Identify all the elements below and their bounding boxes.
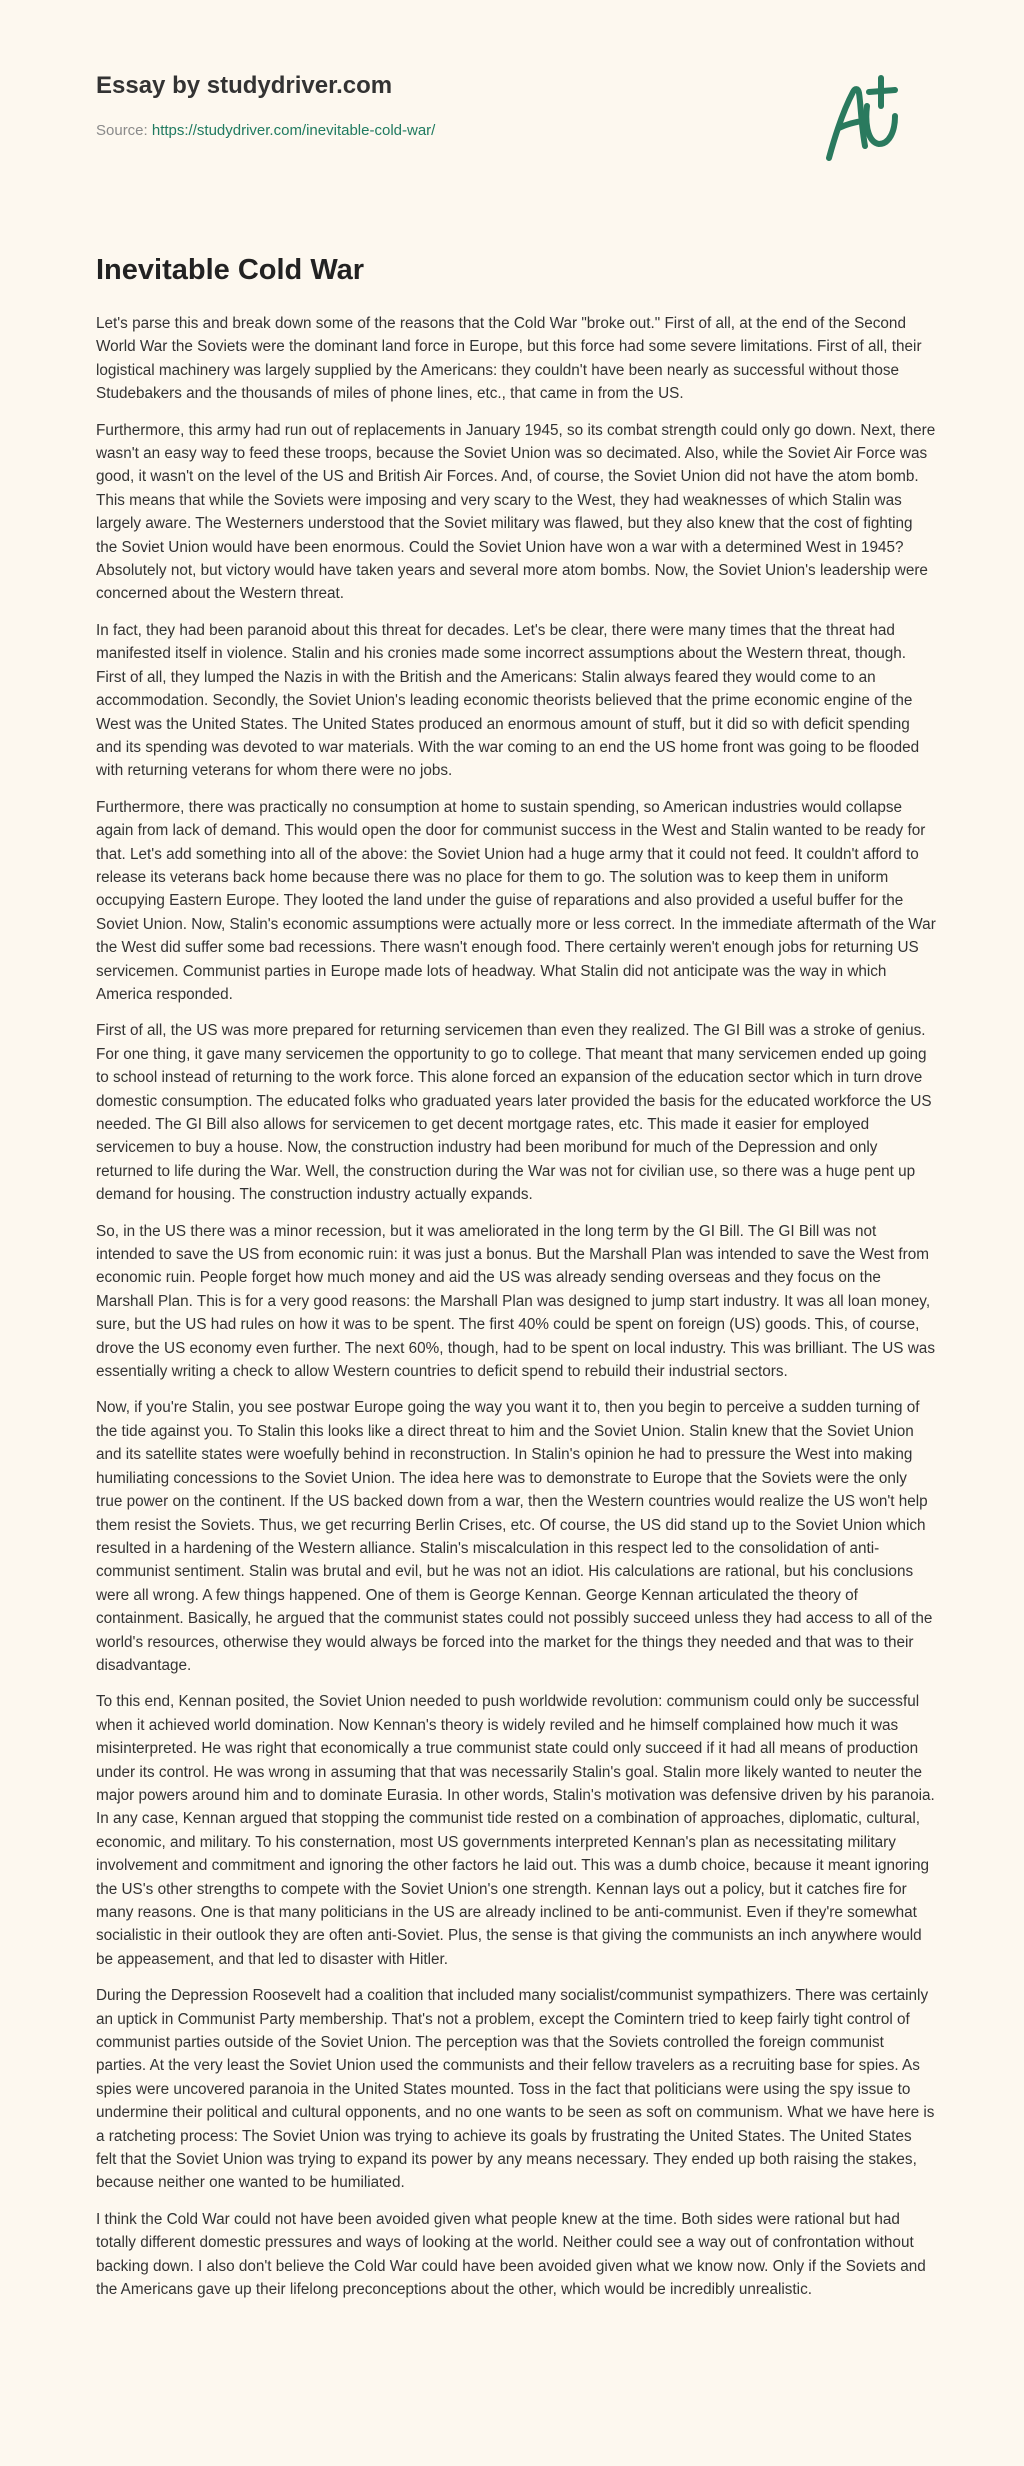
- source-line: [96, 122, 435, 139]
- essay-paragraph: To this end, Kennan posited, the Soviet Union needed to push worldwide revolution: communism could only be successful when it achieved world domination. Now Kennan's theory is widely reviled and he himself complained how much it was misinterpreted. He was right that economically a true communist state could only succeed if it had all means of production under its control. He was wrong in assuming that that was necessarily Stalin's goal. Stalin more likely wanted to neuter the major powers around him and to dominate Eurasia. In other words, Stalin's motivation was defensive driven by his paranoia. In any case, Kennan argued that stopping the communist tide rested on a combination of approaches, diplomatic, cultural, economic, and military. To his consternation, most US governments interpreted Kennan's plan as necessitating military involvement and commitment and ignoring the other factors he laid out. This was a dumb choice, because it meant ignoring the US's other strengths to compete with the Soviet Union's one strength. Kennan lays out a policy, but it catches fire for many reasons. One is that many politicians in the US are already inclined to be anti-communist. Even if they're somewhat socialistic in their outlook they are often anti-Soviet. Plus, the sense is that giving the communists an inch anywhere would be appeasement, and that led to disaster with Hitler.: [96, 1693, 935, 1968]
- essay-paragraph: In fact, they had been paranoid about this threat for decades. Let's be clear, there were many times that the threat had manifested itself in violence. Stalin and his cronies made some incorrect assumptions about the Western threat, though. First of all, they lumped the Nazis in with the British and the Americans: Stalin always feared they would come to an accommodation. Secondly, the Soviet Union's leading economic theorists believed that the prime economic engine of the West was the United States. The United States produced an enormous amount of stuff, but it did so with deficit spending and its spending was devoted to war materials. With the war coming to an end the US home front was going to be flooded with returning veterans for whom there were no jobs.: [96, 621, 920, 780]
- essay-paragraph: So, in the US there was a minor recession, but it was ameliorated in the long term by the GI Bill. The GI Bill was not intended to save the US from economic ruin: it was just a bonus. But the Marshall Plan was intended to save the West from economic ruin. People forget how much money and aid the US was already sending overseas and they focus on the Marshall Plan. This is for a very good reasons: the Marshall Plan was designed to jump start industry. It was all loan money, sure, but the US had rules on how it was to be spent. The first 40% could be spent on foreign (US) goods. This, of course, drove the US economy even further. The next 60%, though, had to be spent on local industry. This was brilliant. The US was essentially writing a check to allow Western countries to deficit spend to rebuild their industrial sectors.: [96, 1222, 935, 1381]
- essay-paragraph: I think the Cold War could not have been avoided given what people knew at the time. Both sides were rational but had totally different domestic pressures and ways of looking at the world. Neither could see a way out of confrontation without backing down. I also don't believe the Cold War could have been avoided given what we know now. Only if the Soviets and the Americans gave up their lifelong preconceptions about the other, which would be incredibly unrealistic.: [96, 2210, 926, 2299]
- source-link[interactable]: https://studydriver.com/inevitable-cold-war/: [151, 122, 436, 139]
- source-label: Source:: [96, 122, 152, 139]
- a-plus-logo-icon: [821, 66, 901, 166]
- essay-paragraph: During the Depression Roosevelt had a coalition that included many socialist/communist sympathizers. There was certainly an uptick in Communist Party membership. That's not a problem, except the Comintern tried to keep fairly tight control of communist parties outside of the Soviet Union. The perception was that the Soviets controlled the foreign communist parties. At the very least the Soviet Union used the communists and their fellow travelers as a recruiting base for spies. As spies were uncovered paranoia in the United States mounted. Toss in the fact that politicians were using the spy issue to undermine their political and cultural opponents, and no one wants to be seen as soft on communism. What we have here is a ratcheting process: The Soviet Union was trying to achieve its goals by frustrating the United States. The United States felt that the Soviet Union was trying to expand its power by any means necessary. They ended up both raising the stakes, because neither one wanted to be humiliated.: [96, 1987, 935, 2192]
- essay-body: [96, 312, 936, 2315]
- essay-paragraph: Let's parse this and break down some of the reasons that the Cold War "broke out." First of all, at the end of the Second World War the Soviets were the dominant land force in Europe, but this force had some severe limitations. First of all, their logistical machinery was largely supplied by the Americans: they couldn't have been nearly as successful without those Studebakers and the thousands of miles of phone lines, etc., that came in from the US.: [96, 315, 922, 403]
- essay-paragraph: Furthermore, this army had run out of replacements in January 1945, so its combat strength could only go down. Next, there wasn't an easy way to feed these troops, because the Soviet Union was so decimated. Also, while the Soviet Air Force was good, it wasn't on the level of the US and British Air Forces. And, of course, the Soviet Union did not have the atom bomb. This means that while the Soviets were imposing and very scary to the West, they had weaknesses of which Stalin was largely aware. The Westerners understood that the Soviet military was flawed, but they also knew that the cost of fighting the Soviet Union would have been enormous. Could the Soviet Union have won a war with a determined West in 1945? Absolutely not, but victory would have taken years and several more atom bombs. Now, the Soviet Union's leadership were concerned about the Western threat.: [96, 421, 936, 603]
- essay-paragraph: Furthermore, there was practically no consumption at home to sustain spending, so American industries would collapse again from lack of demand. This would open the door for communist success in the West and Stalin wanted to be ready for that. Let's add something into all of the above: the Soviet Union had a huge army that it could not feed. It couldn't afford to release its veterans back home because there was no place for them to go. The solution was to keep them in uniform occupying Eastern Europe. They looted the land under the guise of reparations and also provided a useful buffer for the Soviet Union. Now, Stalin's economic assumptions were actually more or less correct. In the immediate aftermath of the War the West did suffer some bad recessions. There wasn't enough food. There certainly weren't enough jobs for returning US servicemen. Communist parties in Europe made lots of headway. What Stalin did not anticipate was the way in which America responded.: [96, 798, 936, 1003]
- essay-title: Inevitable Cold War: [96, 254, 365, 286]
- essay-paragraph: Now, if you're Stalin, you see postwar Europe going the way you want it to, then you begin to perceive a sudden turning of the tide against you. To Stalin this looks like a direct threat to him and the Soviet Union. Stalin knew that the Soviet Union and its satellite states were woefully behind in reconstruction. In Stalin's opinion he had to pressure the West into making humiliating concessions to the Soviet Union. The idea here was to demonstrate to Europe that the Soviets were the only true power on the continent. If the US backed down from a war, then the Western countries would realize the US won't help them resist the Soviets. Thus, we get recurring Berlin Crises, etc. Of course, the US did stand up to the Soviet Union which resulted in a hardening of the Western alliance. Stalin's miscalculation in this respect led to the consolidation of anti-communist sentiment. Stalin was brutal and evil, but he was not an idiot. His calculations are rational, but his conclusions were all wrong. A few things happened. One of them is George Kennan. George Kennan articulated the theory of containment. Basically, he argued that the communist states could not possibly succeed unless they had access to all of the world's resources, otherwise they would always be forced into the market for the things they needed and that was to their disadvantage.: [96, 1399, 933, 1674]
- header: [96, 0, 936, 200]
- brand-title: Essay by studydriver.com: [96, 72, 393, 99]
- page: [96, 0, 936, 2299]
- essay-paragraph: First of all, the US was more prepared for returning servicemen than even they realized. The GI Bill was a stroke of genius. For one thing, it gave many servicemen the opportunity to go to college. That meant that many servicemen ended up going to school instead of returning to the work force. This alone forced an expansion of the education sector which in turn drove domestic consumption. The educated folks who graduated years later provided the basis for the educated workforce the US needed. The GI Bill also allows for servicemen to get decent mortgage rates, etc. This made it easier for employed servicemen to buy a house. Now, the construction industry had been moribund for much of the Depression and only returned to life during the War. Well, the construction during the War was not for civilian use, so there was a huge pent up demand for housing. The construction industry actually expands.: [96, 1022, 932, 1204]
